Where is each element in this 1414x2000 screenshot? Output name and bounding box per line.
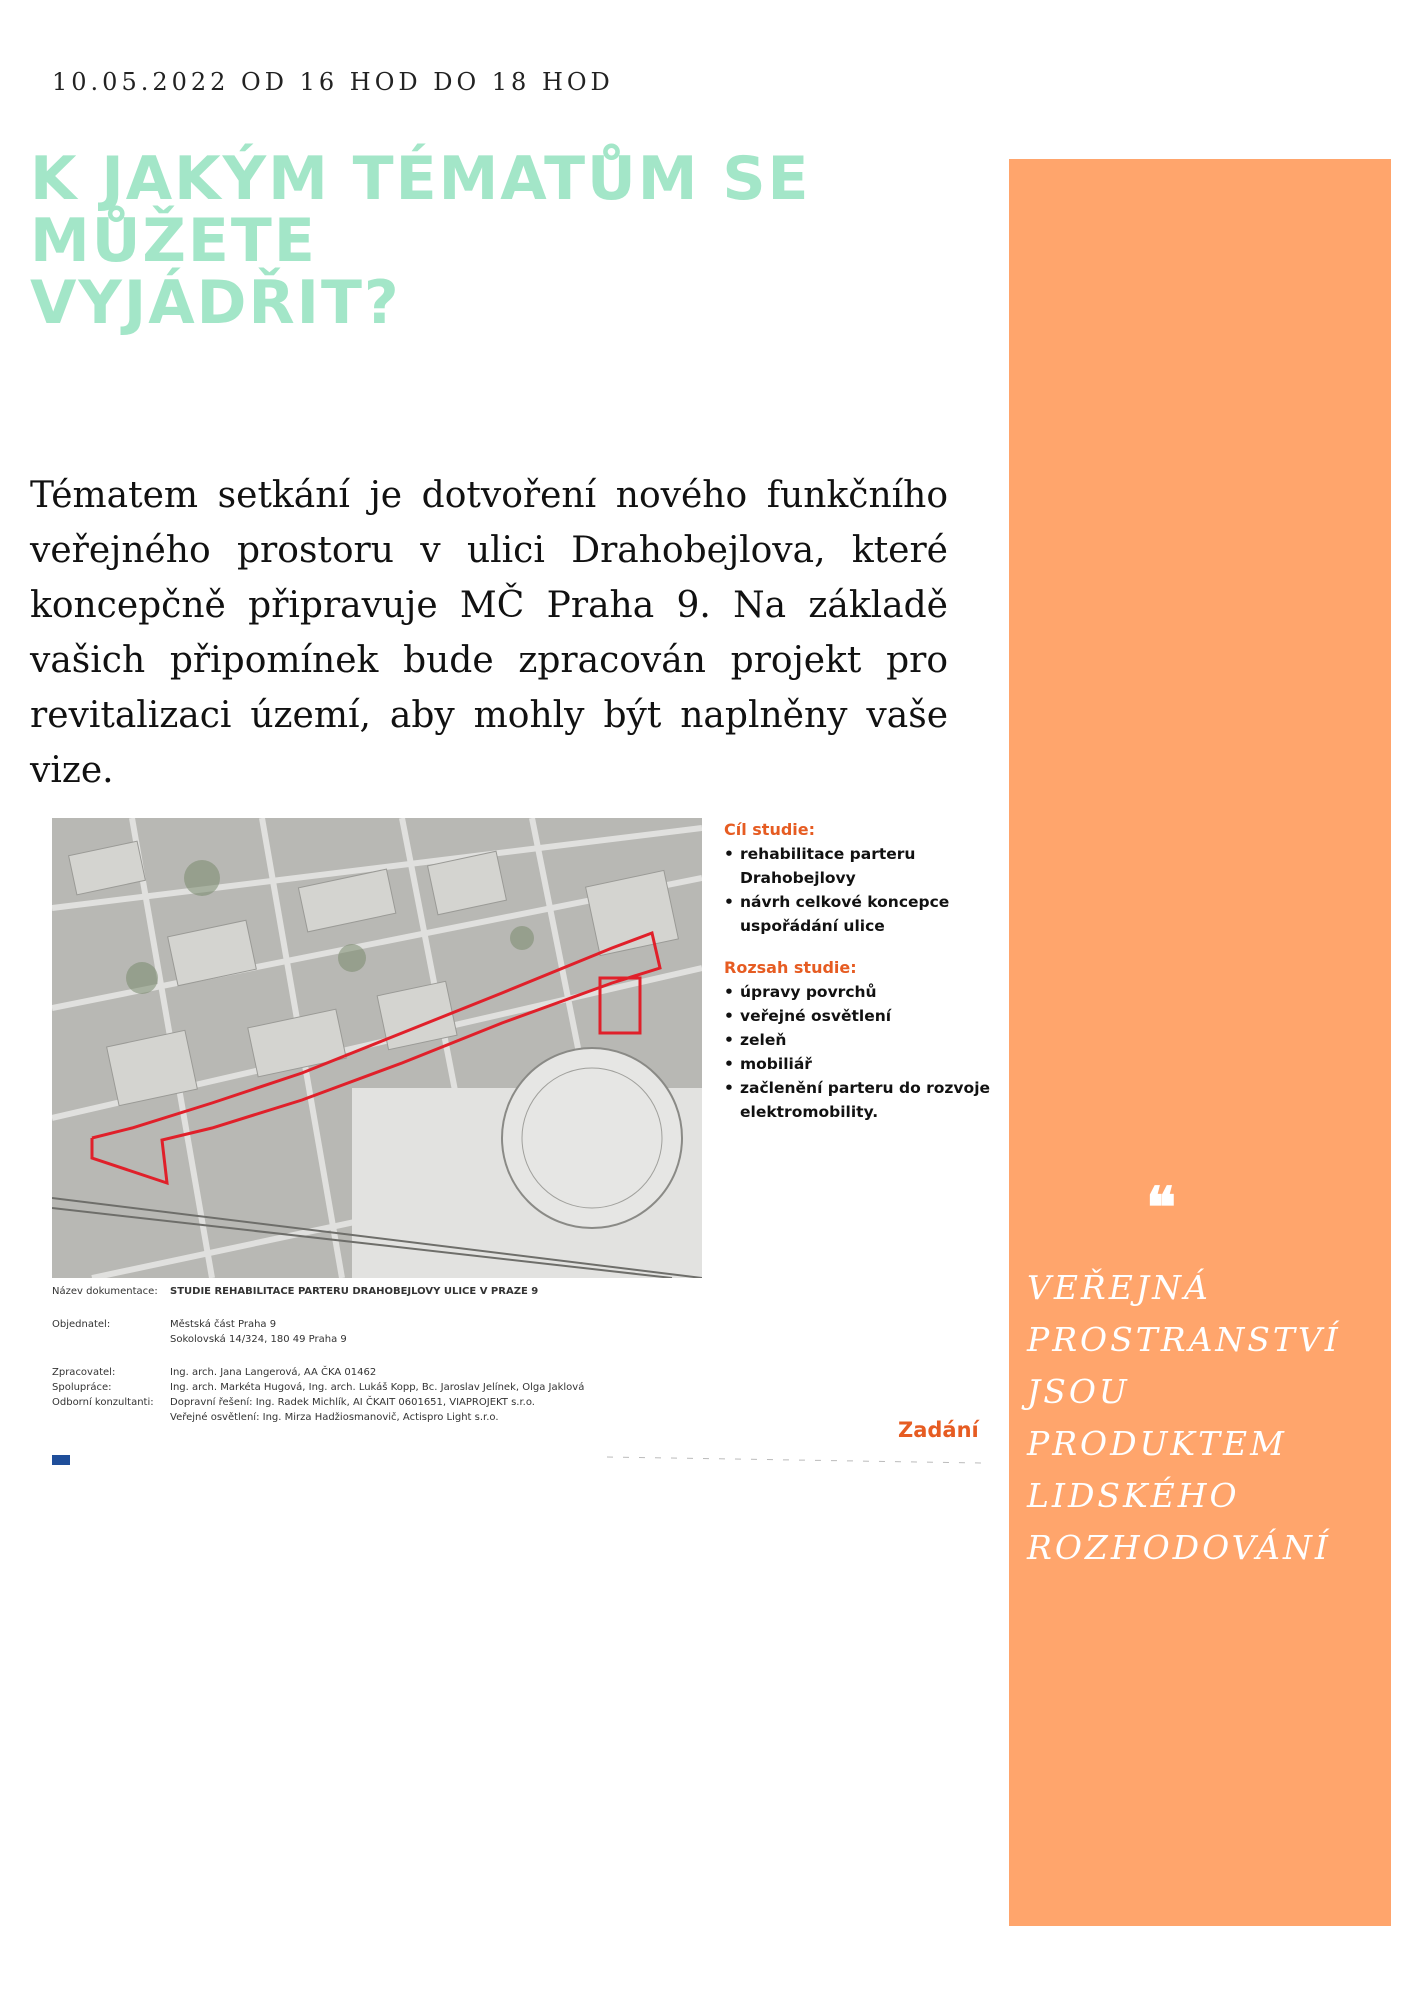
client-name: Městská část Praha 9 xyxy=(170,1319,277,1330)
list-item: • zeleň xyxy=(724,1028,994,1052)
quote-mark-icon: ❝ xyxy=(1146,1175,1177,1241)
study-map-figure xyxy=(52,818,991,1468)
quote-line: LIDSKÉHO xyxy=(1027,1476,1240,1515)
page-headline xyxy=(30,144,970,338)
info-value: Ing. arch. Jana Langerová, AA ČKA 01462 xyxy=(170,1367,377,1378)
info-value: STUDIE REHABILITACE PARTERU DRAHOBEJLOVY ULICE V PRAZE 9 xyxy=(170,1286,539,1297)
quote-line: ROZHODOVÁNÍ xyxy=(1027,1528,1331,1567)
list-item: • rehabilitace parteru Drahobejlovy xyxy=(724,842,994,890)
headline-line-2: VYJÁDŘIT? xyxy=(30,268,401,338)
info-row-client xyxy=(52,1317,982,1347)
event-date: 10.05.2022 OD 16 HOD DO 18 HOD xyxy=(52,68,614,96)
consultant-traffic: Dopravní řešení: Ing. Radek Michlík, AI ČKAIT 0601651, VIAPROJEKT s.r.o. xyxy=(170,1397,535,1408)
info-value xyxy=(170,1395,982,1425)
info-key: Spolupráce: xyxy=(52,1382,112,1393)
info-key: Název dokumentace: xyxy=(52,1286,158,1297)
quote-panel xyxy=(1009,159,1391,1926)
headline-line-1: K JAKÝM TÉMATŮM SE MŮŽETE xyxy=(30,144,811,276)
list-item: • začlenění parteru do rozvoje elektromobility. xyxy=(724,1076,994,1124)
info-row-name xyxy=(52,1284,982,1299)
quote-line: VEŘEJNÁ xyxy=(1027,1268,1211,1307)
info-key: Odborní konzultanti: xyxy=(52,1397,154,1408)
list-item: • veřejné osvětlení xyxy=(724,1004,994,1028)
aerial-map-image xyxy=(52,818,702,1278)
intro-paragraph: Tématem setkání je dotvoření nového funkčního veřejného prostoru v ulici Drahobejlova, které koncepčně připravuje MČ Praha 9. Na základě vašich připomínek bude zpracován projekt pro revitalizaci území, aby mohly být naplněny vaše vize. xyxy=(30,475,948,791)
consultant-lighting: Veřejné osvětlení: Ing. Mirza Hadžiosmanovič, Actispro Light s.r.o. xyxy=(170,1412,499,1423)
info-value xyxy=(170,1317,982,1347)
info-row-consultants xyxy=(52,1395,982,1425)
list-item: • mobiliář xyxy=(724,1052,994,1076)
study-legend xyxy=(724,818,994,1142)
zadani-label: Zadání xyxy=(898,1418,979,1442)
list-item: • úpravy povrchů xyxy=(724,980,994,1004)
info-row-author xyxy=(52,1365,982,1380)
cropped-footer-strip xyxy=(52,1453,982,1465)
client-address: Sokolovská 14/324, 180 49 Praha 9 xyxy=(170,1334,347,1345)
quote-line: PRODUKTEM xyxy=(1027,1424,1287,1463)
info-key: Zpracovatel: xyxy=(52,1367,116,1378)
list-item: • návrh celkové koncepce uspořádání ulice xyxy=(724,890,994,938)
goal-title: Cíl studie: xyxy=(724,820,816,839)
scope-title: Rozsah studie: xyxy=(724,958,857,977)
info-row-coop xyxy=(52,1380,982,1395)
quote-line: JSOU xyxy=(1027,1372,1130,1411)
info-value: Ing. arch. Markéta Hugová, Ing. arch. Lukáš Kopp, Bc. Jaroslav Jelínek, Olga Jaklová xyxy=(170,1382,585,1393)
info-key: Objednatel: xyxy=(52,1319,111,1330)
document-info xyxy=(52,1284,982,1425)
scope-list xyxy=(724,980,994,1124)
quote-line: PROSTRANSTVÍ xyxy=(1027,1320,1341,1359)
pull-quote xyxy=(1027,1262,1377,1574)
goal-list xyxy=(724,842,994,938)
